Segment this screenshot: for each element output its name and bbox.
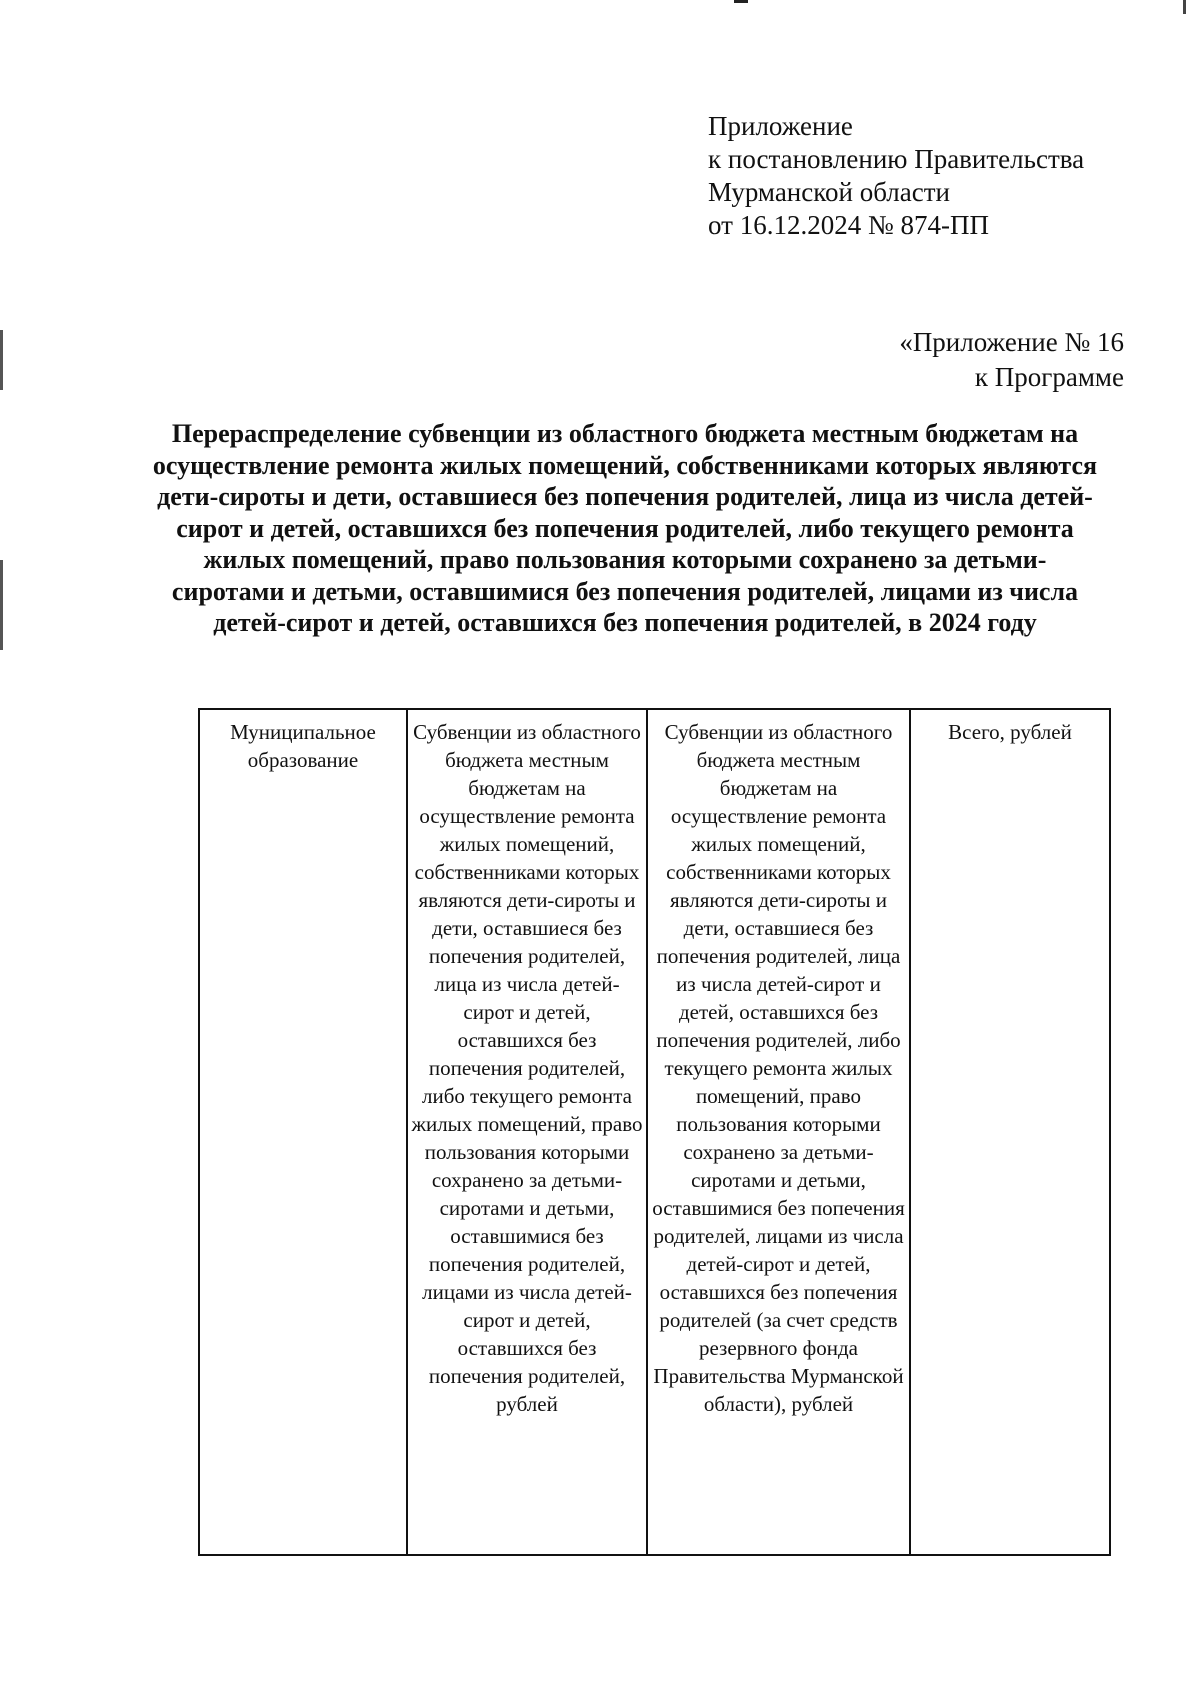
subvention-table (198, 708, 1111, 1556)
document-title: Перераспределение субвенции из областного бюджета местным бюджетам на осуществление ремонта жилых помещений, собственниками которых являются дети-сироты и дети, оставшиеся без попечения родителей, лица из числа детей-сирот и детей, оставшихся без попечения родителей, либо текущего ремонта жилых помещений, право пользования которыми сохранено за детьми-сиротами и детьми, оставшимися без попечения родителей, лицами из числа детей-сирот и детей, оставшихся без попечения родителей, в 2024 году (152, 419, 1098, 637)
approval-line: от 16.12.2024 № 874-ПП (708, 210, 989, 240)
approval-line: к постановлению Правительства (708, 144, 1085, 174)
header-total: Всего, рублей (910, 709, 1110, 1555)
table-header (199, 709, 1110, 1555)
header-municipality: Муниципальное образование (199, 709, 407, 1555)
appendix-ref-line: «Приложение № 16 (899, 327, 1124, 357)
approval-line: Мурманской области (708, 177, 950, 207)
approval-line: Приложение (708, 111, 853, 141)
header-subvention-reserve-fund: Субвенции из областного бюджета местным бюджетам на осуществление ремонта жилых помещений, собственниками которых являются дети-сироты и дети, оставшиеся без попечения родителей, лица из числа детей-сирот и детей, оставшихся без попечения родителей, либо текущего ремонта жилых помещений, право пользования которыми сохранено за детьми-сиротами и детьми, оставшимися без попечения родителей, лицами из числа детей-сирот и детей, оставшихся без попечения родителей (за счет средств резервного фонда Правительства Мурманской области), рублей (647, 709, 910, 1555)
approval-block (708, 110, 1084, 242)
scan-artifact-corner (1183, 0, 1186, 14)
header-subvention: Субвенции из областного бюджета местным бюджетам на осуществление ремонта жилых помещений, собственниками которых являются дети-сироты и дети, оставшиеся без попечения родителей, лица из числа детей-сирот и детей, оставшихся без попечения родителей, либо текущего ремонта жилых помещений, право пользования которыми сохранено за детьми-сиротами и детьми, оставшимися без попечения родителей, лицами из числа детей-сирот и детей, оставшихся без попечения родителей, рублей (407, 709, 647, 1555)
scan-artifact-top (734, 0, 748, 3)
scan-artifact-margin (0, 560, 3, 650)
table-header-row (199, 709, 1110, 1555)
scan-artifact-margin (0, 330, 3, 390)
appendix-ref-line: к Программе (974, 362, 1124, 392)
appendix-reference (899, 325, 1124, 395)
